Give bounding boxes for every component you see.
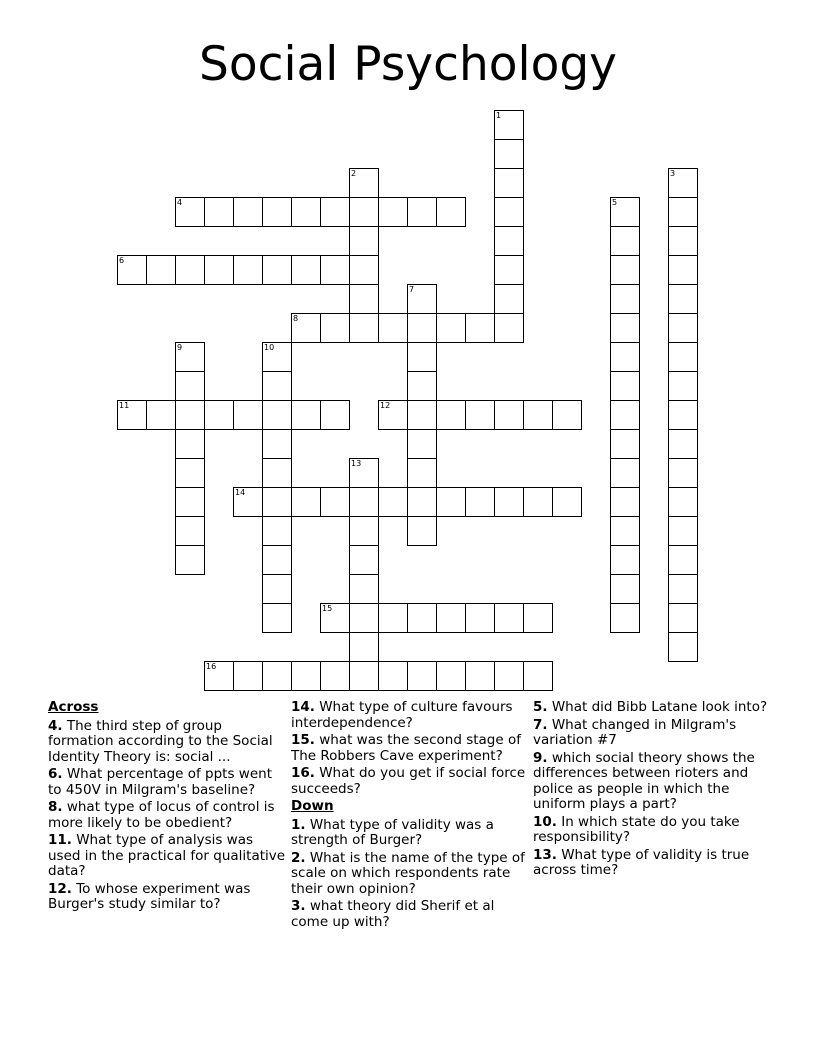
clue-text: What changed in Milgram's variation #7 (533, 716, 737, 748)
grid-cell[interactable] (407, 458, 437, 488)
grid-cell[interactable] (407, 661, 437, 691)
grid-cell[interactable] (494, 110, 524, 140)
down-clue (533, 700, 769, 716)
grid-cell[interactable] (262, 255, 292, 285)
grid-cell[interactable] (349, 545, 379, 575)
grid-cell[interactable] (146, 255, 176, 285)
grid-cell[interactable] (494, 313, 524, 343)
grid-cell[interactable] (233, 197, 263, 227)
grid-cell[interactable] (175, 545, 205, 575)
grid-cell[interactable] (610, 429, 640, 459)
grid-cell[interactable] (204, 197, 234, 227)
grid-cell[interactable] (262, 487, 292, 517)
grid-cell[interactable] (407, 603, 437, 633)
grid-cell[interactable] (523, 603, 553, 633)
clue-number-label: 13. (533, 846, 557, 863)
grid-cell[interactable] (610, 545, 640, 575)
clue-number: 16 (206, 662, 217, 671)
grid-cell[interactable] (610, 371, 640, 401)
clue-text: What type of analysis was used in the practical for qualitative data? (48, 832, 286, 879)
grid-cell[interactable] (668, 342, 698, 372)
clue-number-label: 15. (291, 732, 315, 748)
grid-cell[interactable] (407, 197, 437, 227)
down-clue (291, 818, 527, 849)
grid-cell[interactable] (146, 400, 176, 430)
grid-cell[interactable] (610, 400, 640, 430)
clue-number: 11 (119, 401, 130, 410)
grid-cell[interactable] (668, 284, 698, 314)
grid-cell[interactable] (610, 313, 640, 343)
grid-cell[interactable] (262, 429, 292, 459)
across-clue (291, 766, 527, 797)
clue-number: 3 (670, 169, 676, 178)
clue-number-label: 14. (291, 699, 315, 715)
clue-number-label: 9. (533, 749, 548, 766)
clue-number: 13 (351, 459, 362, 468)
grid-cell[interactable] (175, 342, 205, 372)
across-clue (48, 833, 286, 880)
clue-text: what theory did Sherif et al come up with? (291, 898, 495, 930)
clue-number: 15 (322, 604, 333, 613)
down-clue (533, 848, 769, 879)
grid-cell[interactable] (494, 139, 524, 169)
grid-cell[interactable] (668, 516, 698, 546)
clue-number: 6 (119, 256, 125, 265)
grid-cell[interactable] (610, 458, 640, 488)
grid-cell[interactable] (262, 516, 292, 546)
across-clue (48, 719, 286, 766)
grid-cell[interactable] (436, 603, 466, 633)
grid-cell[interactable] (117, 400, 147, 430)
grid-cell[interactable] (175, 400, 205, 430)
grid-cell[interactable] (465, 661, 495, 691)
grid-cell[interactable] (407, 342, 437, 372)
grid-cell[interactable] (494, 603, 524, 633)
grid-cell[interactable] (494, 400, 524, 430)
grid-cell[interactable] (262, 400, 292, 430)
grid-cell[interactable] (320, 197, 350, 227)
grid-cell[interactable] (407, 313, 437, 343)
grid-cell[interactable] (668, 545, 698, 575)
grid-cell[interactable] (407, 284, 437, 314)
grid-cell[interactable] (233, 661, 263, 691)
grid-cell[interactable] (465, 313, 495, 343)
grid-cell[interactable] (378, 661, 408, 691)
across-heading: Across (48, 699, 99, 715)
grid-cell[interactable] (320, 487, 350, 517)
clue-number-label: 2. (291, 849, 306, 866)
across-clue (48, 767, 286, 798)
grid-cell[interactable] (436, 197, 466, 227)
clue-text: What do you get if social force succeeds? (291, 765, 526, 797)
grid-cell[interactable] (291, 255, 321, 285)
down-heading: Down (291, 798, 334, 814)
clue-column-3 (533, 700, 769, 881)
grid-cell[interactable] (291, 197, 321, 227)
grid-cell[interactable] (610, 284, 640, 314)
grid-cell[interactable] (378, 197, 408, 227)
grid-cell[interactable] (407, 400, 437, 430)
grid-cell[interactable] (291, 487, 321, 517)
grid-cell[interactable] (610, 342, 640, 372)
clue-number: 8 (293, 314, 299, 323)
clue-text: What is the name of the type of scale on which respondents rate their own opinion? (291, 849, 525, 897)
grid-cell[interactable] (233, 255, 263, 285)
grid-cell[interactable] (262, 458, 292, 488)
clue-text: What type of culture favours interdependence? (291, 699, 513, 731)
grid-cell[interactable] (668, 371, 698, 401)
grid-cell[interactable] (349, 226, 379, 256)
clue-text: What percentage of ppts went to 450V in Milgram's baseline? (48, 766, 272, 798)
grid-cell[interactable] (349, 168, 379, 198)
grid-cell[interactable] (494, 197, 524, 227)
grid-cell[interactable] (117, 255, 147, 285)
grid-cell[interactable] (610, 255, 640, 285)
grid-cell[interactable] (349, 487, 379, 517)
grid-cell[interactable] (668, 574, 698, 604)
grid-cell[interactable] (262, 371, 292, 401)
clue-number: 5 (612, 198, 618, 207)
grid-cell[interactable] (378, 313, 408, 343)
grid-cell[interactable] (262, 603, 292, 633)
clue-number: 1 (496, 111, 502, 120)
grid-cell[interactable] (262, 574, 292, 604)
clue-text: To whose experiment was Burger's study similar to? (48, 880, 251, 912)
clue-number: 14 (235, 488, 246, 497)
grid-cell[interactable] (175, 255, 205, 285)
clue-text: What type of validity was a strength of Burger? (291, 816, 494, 848)
grid-cell[interactable] (407, 516, 437, 546)
grid-cell[interactable] (349, 458, 379, 488)
clue-number: 9 (177, 343, 183, 352)
grid-cell[interactable] (349, 197, 379, 227)
clue-number-label: 4. (48, 717, 63, 734)
clue-number-label: 5. (533, 699, 548, 715)
down-clue (533, 815, 769, 846)
clue-text: The third step of group formation according to the Social Identity Theory is: social ... (48, 717, 273, 765)
grid-cell[interactable] (552, 400, 582, 430)
clue-text: In which state do you take responsibility? (533, 813, 740, 845)
grid-cell[interactable] (407, 487, 437, 517)
grid-cell[interactable] (233, 487, 263, 517)
clue-text: which social theory shows the differences between rioters and police as people in which the uniform plays a part? (533, 749, 755, 812)
grid-cell[interactable] (349, 661, 379, 691)
grid-cell[interactable] (668, 226, 698, 256)
grid-cell[interactable] (349, 516, 379, 546)
grid-cell[interactable] (668, 400, 698, 430)
grid-cell[interactable] (204, 661, 234, 691)
clue-text: what type of locus of control is more likely to be obedient? (48, 799, 275, 831)
down-clue (533, 718, 769, 749)
grid-cell[interactable] (204, 400, 234, 430)
grid-cell[interactable] (378, 603, 408, 633)
grid-cell[interactable] (494, 487, 524, 517)
grid-cell[interactable] (349, 284, 379, 314)
grid-cell[interactable] (204, 255, 234, 285)
grid-cell[interactable] (668, 255, 698, 285)
grid-cell[interactable] (262, 342, 292, 372)
grid-cell[interactable] (523, 400, 553, 430)
clue-number-label: 6. (48, 766, 63, 782)
grid-cell[interactable] (407, 429, 437, 459)
grid-cell[interactable] (320, 603, 350, 633)
grid-cell[interactable] (668, 429, 698, 459)
grid-cell[interactable] (668, 603, 698, 633)
clue-number-label: 16. (291, 765, 315, 781)
grid-cell[interactable] (494, 226, 524, 256)
grid-cell[interactable] (494, 255, 524, 285)
grid-cell[interactable] (233, 400, 263, 430)
grid-cell[interactable] (291, 313, 321, 343)
puzzle-title: Social Psychology (199, 37, 617, 92)
grid-cell[interactable] (668, 168, 698, 198)
grid-cell[interactable] (523, 661, 553, 691)
grid-cell[interactable] (668, 632, 698, 662)
grid-cell[interactable] (465, 487, 495, 517)
clue-number: 10 (264, 343, 275, 352)
grid-cell[interactable] (320, 313, 350, 343)
grid-cell[interactable] (349, 632, 379, 662)
down-clue (533, 751, 769, 813)
grid-cell[interactable] (175, 371, 205, 401)
clue-number-label: 10. (533, 813, 557, 830)
clue-number-label: 3. (291, 898, 306, 914)
clue-number-label: 1. (291, 816, 306, 833)
grid-cell[interactable] (349, 313, 379, 343)
grid-cell[interactable] (668, 487, 698, 517)
grid-cell[interactable] (523, 487, 553, 517)
clue-text: What type of validity is true across time? (533, 846, 750, 878)
clue-number: 12 (380, 401, 391, 410)
across-clue (291, 700, 527, 731)
down-clue (291, 851, 527, 898)
grid-cell[interactable] (668, 197, 698, 227)
grid-cell[interactable] (175, 197, 205, 227)
grid-cell[interactable] (465, 603, 495, 633)
clue-number: 2 (351, 169, 357, 178)
grid-cell[interactable] (436, 313, 466, 343)
grid-cell[interactable] (668, 313, 698, 343)
grid-cell[interactable] (610, 603, 640, 633)
grid-cell[interactable] (262, 661, 292, 691)
grid-cell[interactable] (349, 574, 379, 604)
clue-number-label: 12. (48, 880, 72, 897)
grid-cell[interactable] (668, 458, 698, 488)
grid-cell[interactable] (262, 545, 292, 575)
grid-cell[interactable] (407, 371, 437, 401)
grid-cell[interactable] (320, 255, 350, 285)
grid-cell[interactable] (175, 429, 205, 459)
clue-column-2 (291, 700, 527, 932)
grid-cell[interactable] (175, 458, 205, 488)
grid-cell[interactable] (175, 516, 205, 546)
grid-cell[interactable] (610, 516, 640, 546)
clue-column-1 (48, 700, 286, 915)
clue-text: what was the second stage of The Robbers Cave experiment? (291, 732, 521, 764)
grid-cell[interactable] (291, 400, 321, 430)
grid-cell[interactable] (494, 284, 524, 314)
grid-cell[interactable] (291, 661, 321, 691)
grid-cell[interactable] (349, 603, 379, 633)
clue-number: 4 (177, 198, 183, 207)
grid-cell[interactable] (552, 487, 582, 517)
grid-cell[interactable] (610, 197, 640, 227)
clue-number-label: 7. (533, 716, 548, 733)
clue-text: What did Bibb Latane look into? (547, 699, 768, 715)
across-clue (291, 733, 527, 764)
grid-cell[interactable] (436, 661, 466, 691)
grid-cell[interactable] (494, 168, 524, 198)
down-clue (291, 899, 527, 930)
grid-cell[interactable] (378, 487, 408, 517)
clue-number: 7 (409, 285, 415, 294)
grid-cell[interactable] (610, 226, 640, 256)
grid-cell[interactable] (378, 400, 408, 430)
grid-cell[interactable] (436, 487, 466, 517)
across-clue (48, 882, 286, 913)
grid-cell[interactable] (465, 400, 495, 430)
grid-cell[interactable] (610, 487, 640, 517)
clue-number-label: 8. (48, 799, 63, 815)
grid-cell[interactable] (320, 661, 350, 691)
grid-cell[interactable] (349, 255, 379, 285)
grid-cell[interactable] (436, 400, 466, 430)
across-clue (48, 800, 286, 831)
grid-cell[interactable] (320, 400, 350, 430)
grid-cell[interactable] (494, 661, 524, 691)
clue-number-label: 11. (48, 832, 72, 848)
grid-cell[interactable] (175, 487, 205, 517)
grid-cell[interactable] (610, 574, 640, 604)
grid-cell[interactable] (262, 197, 292, 227)
